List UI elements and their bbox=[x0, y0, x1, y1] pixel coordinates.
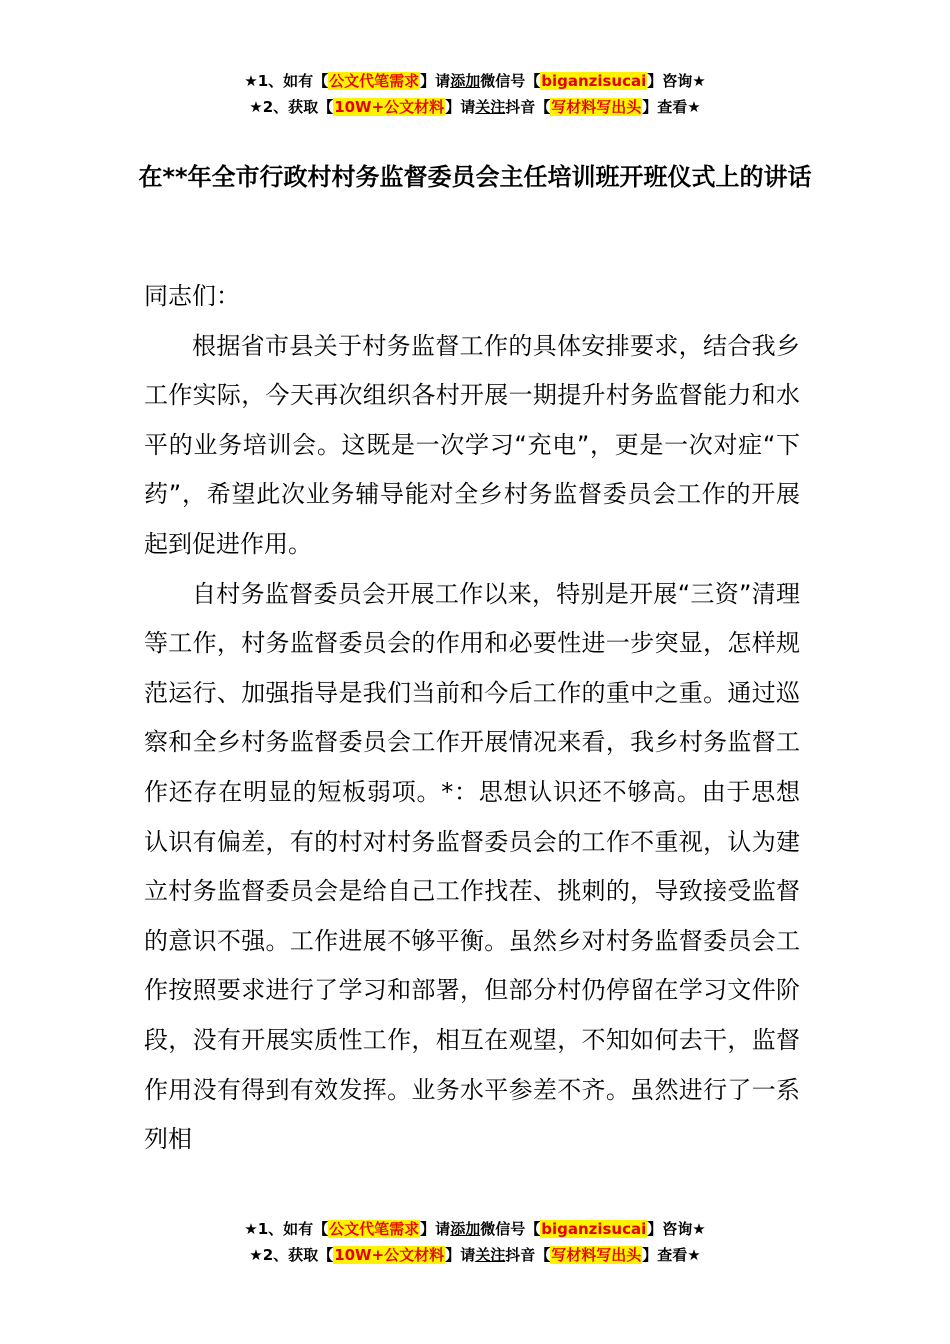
banner-text: 】请 bbox=[420, 72, 451, 90]
banner-line-2 bbox=[0, 94, 950, 120]
banner-highlight: 10W+公文材料 bbox=[334, 98, 445, 116]
banner-text: 】请 bbox=[445, 98, 476, 116]
banner-highlight: 写材料写出头 bbox=[551, 1246, 642, 1264]
banner-text: 抖音【 bbox=[505, 1246, 551, 1264]
banner-highlight: 10W+公文材料 bbox=[334, 1246, 445, 1264]
banner-text: 】请 bbox=[445, 1246, 476, 1264]
footer-banner bbox=[0, 1216, 950, 1268]
banner-highlight: 公文代笔需求 bbox=[329, 1220, 420, 1238]
banner-underline: 添加 bbox=[450, 72, 481, 90]
banner-highlight: 写材料写出头 bbox=[551, 98, 642, 116]
banner-text: ★2、获取【 bbox=[249, 1246, 334, 1264]
document-body bbox=[144, 272, 800, 1165]
header-banner bbox=[0, 68, 950, 120]
banner-text: ★1、如有【 bbox=[244, 72, 329, 90]
paragraph: 根据省市县关于村务监督工作的具体安排要求，结合我乡工作实际，今天再次组织各村开展一期提升村务监督能力和水平的业务培训会。这既是一次学习“充电”，更是一次对症“下药”，希望此次业务辅导能对全乡村务监督委员会工作的开展起到促进作用。 bbox=[144, 331, 800, 558]
banner-underline: 添加 bbox=[450, 1220, 481, 1238]
banner-text: 】咨询★ bbox=[647, 1220, 706, 1238]
banner-underline: 关注 bbox=[475, 1246, 506, 1264]
document-title: 在**年全市行政村村务监督委员会主任培训班开班仪式上的讲话 bbox=[138, 163, 812, 191]
paragraph: 自村务监督委员会开展工作以来，特别是开展“三资”清理等工作，村务监督委员会的作用和必要性进一步突显，怎样规范运行、加强指导是我们当前和今后工作的重中之重。通过巡察和全乡村务监督委员会工作开展情况来看，我乡村务监督工作还存在明显的短板弱项。*：思想认识还不够高。由于思想认识有偏差，有的村对村务监督委员会的工作不重视，认为建立村务监督委员会是给自己工作找茬、挑刺的，导致接受监督的意识不强。工作进展不够平衡。虽然乡对村务监督委员会工作按照要求进行了学习和部署，但部分村仍停留在学习文件阶段，没有开展实质性工作，相互在观望，不知如何去干，监督作用没有得到有效发挥。业务水平参差不齐。虽然进行了一系列相 bbox=[144, 579, 800, 1154]
banner-text: 微信号【 bbox=[480, 72, 541, 90]
banner-line-2 bbox=[0, 1242, 950, 1268]
banner-highlight: biganzisucai bbox=[541, 1220, 647, 1238]
banner-highlight: 公文代笔需求 bbox=[329, 72, 420, 90]
banner-text: 】查看★ bbox=[642, 98, 701, 116]
banner-underline: 关注 bbox=[475, 98, 506, 116]
banner-text: 】请 bbox=[420, 1220, 451, 1238]
banner-line-1 bbox=[0, 1216, 950, 1242]
banner-text: 】查看★ bbox=[642, 1246, 701, 1264]
banner-text: 抖音【 bbox=[505, 98, 551, 116]
banner-text: ★1、如有【 bbox=[244, 1220, 329, 1238]
banner-line-1 bbox=[0, 68, 950, 94]
banner-text: 微信号【 bbox=[480, 1220, 541, 1238]
banner-text: 】咨询★ bbox=[647, 72, 706, 90]
salutation: 同志们： bbox=[144, 282, 240, 310]
banner-highlight: biganzisucai bbox=[541, 72, 647, 90]
banner-text: ★2、获取【 bbox=[249, 98, 334, 116]
